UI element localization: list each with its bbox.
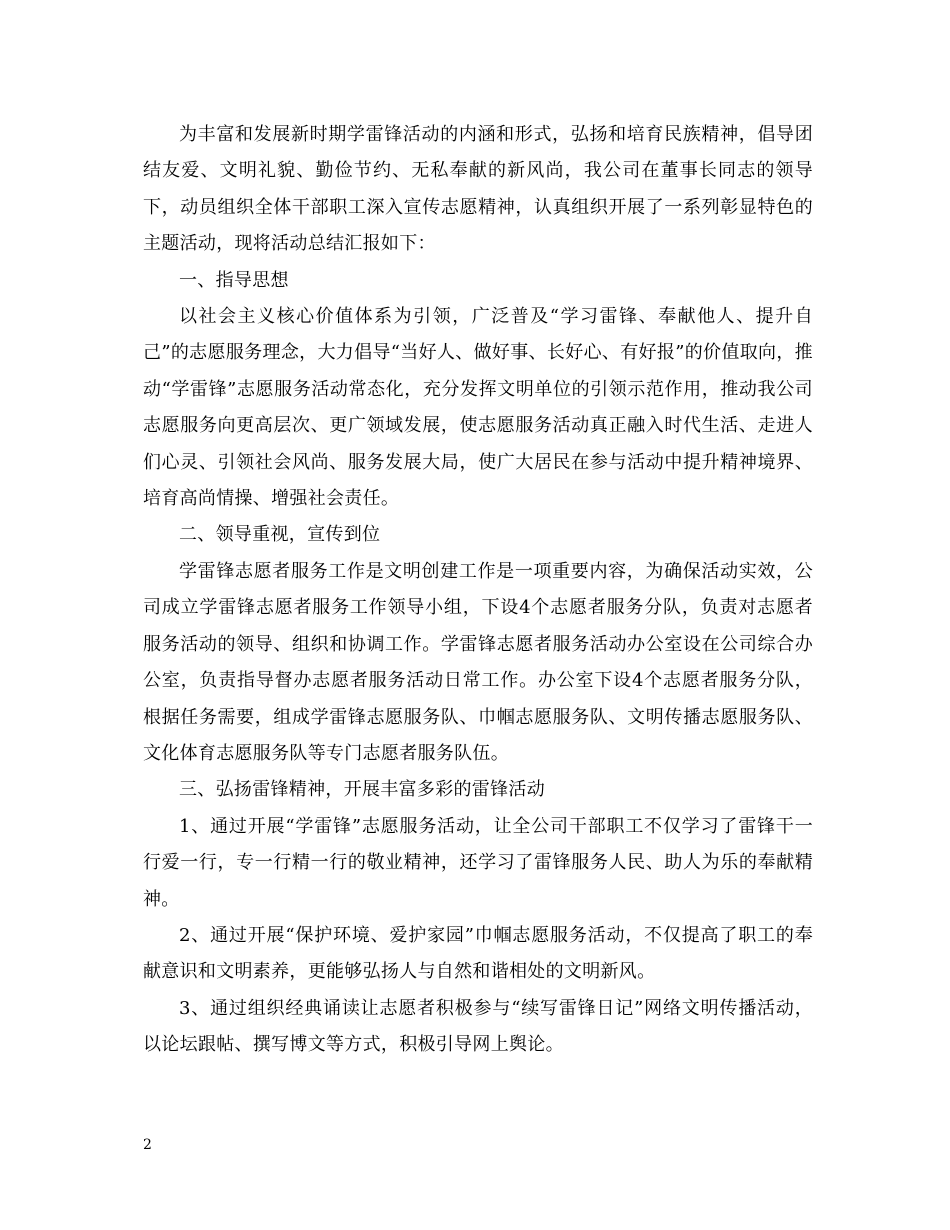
section-3-item-2: 2、通过开展“保护环境、爱护家园”巾帼志愿服务活动，不仅提高了职工的奉献意识和文明素养，更能够弘扬人与自然和谐相处的文明新风。 [143, 924, 813, 983]
page-number: 2 [143, 1137, 152, 1153]
section-3-item-1: 1、通过开展“学雷锋”志愿服务活动，让全公司干部职工不仅学习了雷锋干一行爱一行，专一行精一行的敬业精神，还学习了雷锋服务人民、助人为乐的奉献精神。 [143, 815, 813, 910]
intro-paragraph: 为丰富和发展新时期学雷锋活动的内涵和形式，弘扬和培育民族精神，倡导团结友爱、文明礼貌、勤俭节约、无私奉献的新风尚，我公司在董事长同志的领导下，动员组织全体干部职工深入宣传志愿精神，认真组织开展了一系列彰显特色的主题活动，现将活动总结汇报如下： [143, 124, 813, 255]
section-heading-1: 一、指导思想 [179, 269, 289, 291]
section-3-item-3: 3、通过组织经典诵读让志愿者积极参与“续写雷锋日记”网络文明传播活动，以论坛跟帖、撰写博文等方式，积极引导网上舆论。 [143, 997, 813, 1056]
section-1-paragraph: 以社会主义核心价值体系为引领，广泛普及“学习雷锋、奉献他人、提升自己”的志愿服务理念，大力倡导“当好人、做好事、长好心、有好报”的价值取向，推动“学雷锋”志愿服务活动常态化，充分发挥文明单位的引领示范作用，推动我公司志愿服务向更高层次、更广领域发展，使志愿服务活动真正融入时代生活、走进人们心灵、引领社会风尚、服务发展大局，使广大居民在参与活动中提升精神境界、培育高尚情操、增强社会责任。 [143, 306, 813, 510]
section-heading-3: 三、弘扬雷锋精神，开展丰富多彩的雷锋活动 [179, 779, 545, 801]
section-2-paragraph: 学雷锋志愿者服务工作是文明创建工作是一项重要内容，为确保活动实效，公司成立学雷锋志愿者服务工作领导小组，下设4个志愿者服务分队，负责对志愿者服务活动的领导、组织和协调工作。学雷锋志愿者服务活动办公室设在公司综合办公室，负责指导督办志愿者服务活动日常工作。办公室下设4个志愿者服务分队，根据任务需要，组成学雷锋志愿服务队、巾帼志愿服务队、文明传播志愿服务队、文化体育志愿服务队等专门志愿者服务队伍。 [143, 560, 813, 764]
document-body [143, 117, 813, 1064]
section-heading-2: 二、领导重视，宣传到位 [179, 524, 381, 546]
